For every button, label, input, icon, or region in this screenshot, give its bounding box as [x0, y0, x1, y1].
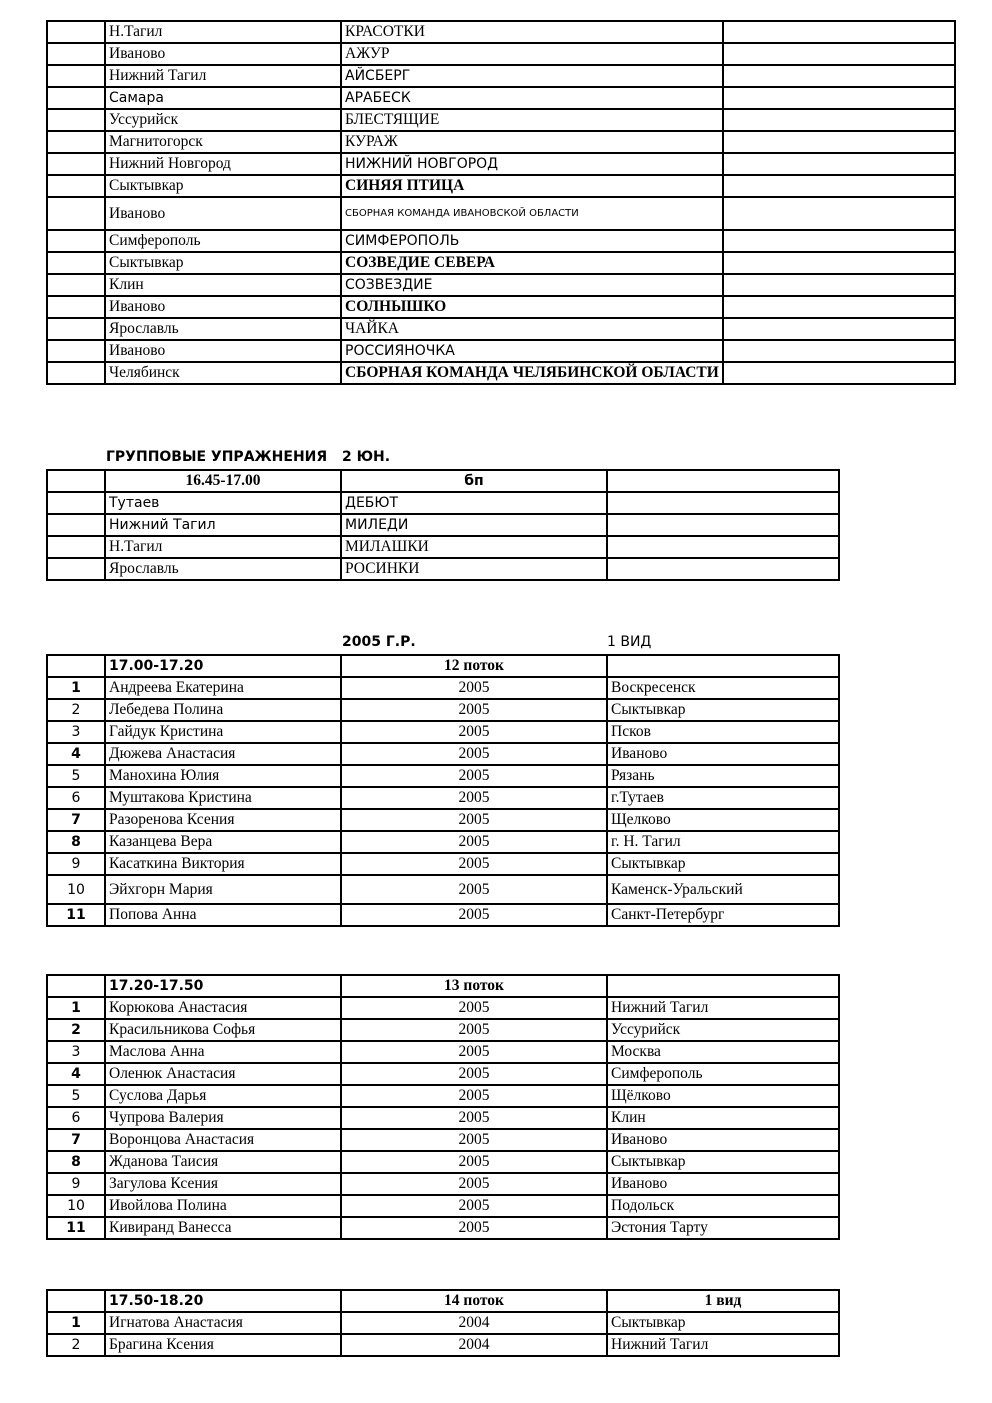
table-row: [47, 875, 839, 904]
city-cell: Нижний Тагил: [105, 514, 341, 536]
team-cell: СОЗВЕЗДИЕ: [341, 274, 723, 296]
birth-year: 2005: [341, 904, 607, 926]
team-cell: ДЕБЮТ: [341, 492, 607, 514]
team-cell: СИНЯЯ ПТИЦА: [341, 175, 723, 197]
city-cell: Клин: [105, 274, 341, 296]
athlete-name: Игнатова Анастасия: [105, 1312, 341, 1334]
table-header-row: [47, 975, 839, 997]
birth-year: 2005: [341, 809, 607, 831]
table-row: [47, 492, 839, 514]
city-cell: Нижний Тагил: [105, 65, 341, 87]
athlete-city: Санкт-Петербург: [607, 904, 839, 926]
city-cell: Магнитогорск: [105, 131, 341, 153]
table-row: [47, 1334, 839, 1356]
athlete-name: Казанцева Вера: [105, 831, 341, 853]
team-cell: МИЛАШКИ: [341, 536, 607, 558]
athlete-city: Симферополь: [607, 1063, 839, 1085]
time-slot: 17.50-18.20: [105, 1290, 341, 1312]
athlete-name: Чупрова Валерия: [105, 1107, 341, 1129]
row-number: 2: [47, 699, 105, 721]
table-row: [47, 87, 955, 109]
row-number: 3: [47, 1041, 105, 1063]
table-row: [47, 904, 839, 926]
flow-12-table: [46, 654, 840, 927]
table-row: [47, 677, 839, 699]
time-slot: 17.00-17.20: [105, 655, 341, 677]
athlete-city: Иваново: [607, 1129, 839, 1151]
table-row: [47, 1063, 839, 1085]
team-cell: РОССИЯНОЧКА: [341, 340, 723, 362]
athlete-city: г. Н. Тагил: [607, 831, 839, 853]
table-row: [47, 558, 839, 580]
row-number: 1: [47, 997, 105, 1019]
city-cell: Челябинск: [105, 362, 341, 384]
athlete-name: Загулова Ксения: [105, 1173, 341, 1195]
table-row: [47, 362, 955, 384]
athlete-city: Иваново: [607, 1173, 839, 1195]
time-slot: 16.45-17.00: [105, 470, 341, 492]
team-cell: МИЛЕДИ: [341, 514, 607, 536]
time-slot: 17.20-17.50: [105, 975, 341, 997]
athlete-city: Щелково: [607, 809, 839, 831]
city-cell: Симферополь: [105, 230, 341, 252]
table-header-row: [47, 1290, 839, 1312]
city-cell: Н.Тагил: [105, 536, 341, 558]
birth-year: 2005: [341, 875, 607, 904]
birth-year: 2005: [341, 1129, 607, 1151]
city-cell: Сыктывкар: [105, 252, 341, 274]
athlete-name: Эйхгорн Мария: [105, 875, 341, 904]
row-number: 4: [47, 1063, 105, 1085]
table-row: [47, 1107, 839, 1129]
row-number: 5: [47, 1085, 105, 1107]
table-header-row: [47, 470, 839, 492]
team-cell: АЖУР: [341, 43, 723, 65]
athlete-name: Дюжева Анастасия: [105, 743, 341, 765]
birth-year: 2005: [341, 677, 607, 699]
athlete-city: Эстония Тарту: [607, 1217, 839, 1239]
city-cell: Иваново: [105, 43, 341, 65]
team-cell: РОСИНКИ: [341, 558, 607, 580]
team-cell: КРАСОТКИ: [341, 21, 723, 43]
athlete-city: Щёлково: [607, 1085, 839, 1107]
row-number: 10: [47, 875, 105, 904]
athlete-name: Маслова Анна: [105, 1041, 341, 1063]
group-table: [46, 469, 840, 581]
athlete-name: Ивойлова Полина: [105, 1195, 341, 1217]
birth-year: 2005: [341, 1173, 607, 1195]
athlete-city: Подольск: [607, 1195, 839, 1217]
team-cell: ЧАЙКА: [341, 318, 723, 340]
birth-year: 2004: [341, 1312, 607, 1334]
birth-year: 2005: [341, 699, 607, 721]
table-row: [47, 853, 839, 875]
row-number: 2: [47, 1019, 105, 1041]
table-row: [47, 109, 955, 131]
city-cell: Иваново: [105, 296, 341, 318]
row-number: 9: [47, 853, 105, 875]
birth-year: 2005: [341, 1217, 607, 1239]
table-row: [47, 43, 955, 65]
row-number: 11: [47, 904, 105, 926]
row-number: 2: [47, 1334, 105, 1356]
athlete-city: Москва: [607, 1041, 839, 1063]
team-cell: АРАБЕСК: [341, 87, 723, 109]
team-cell: СОЗВЕДИЕ СЕВЕРА: [341, 252, 723, 274]
city-cell: Ярославль: [105, 318, 341, 340]
team-cell: СОЛНЫШКО: [341, 296, 723, 318]
table-row: [47, 743, 839, 765]
athlete-name: Красильникова Софья: [105, 1019, 341, 1041]
athlete-name: Оленюк Анастасия: [105, 1063, 341, 1085]
group-section-date: 2 ЮН.: [342, 449, 391, 465]
year-label: 2005 Г.Р.: [342, 634, 416, 650]
table-row: [47, 1019, 839, 1041]
table-row: [47, 197, 955, 230]
birth-year: 2005: [341, 1107, 607, 1129]
athlete-name: Попова Анна: [105, 904, 341, 926]
athlete-name: Андреева Екатерина: [105, 677, 341, 699]
birth-year: 2005: [341, 997, 607, 1019]
birth-year: 2005: [341, 1063, 607, 1085]
athlete-city: Сыктывкар: [607, 853, 839, 875]
athlete-city: Каменск-Уральский: [607, 875, 839, 904]
table-row: [47, 230, 955, 252]
table-row: [47, 699, 839, 721]
birth-year: 2005: [341, 853, 607, 875]
team-cell: СБОРНАЯ КОМАНДА ИВАНОВСКОЙ ОБЛАСТИ: [341, 197, 723, 230]
birth-year: 2005: [341, 1085, 607, 1107]
birth-year: 2005: [341, 831, 607, 853]
table-row: [47, 65, 955, 87]
row-number: 11: [47, 1217, 105, 1239]
athlete-name: Касаткина Виктория: [105, 853, 341, 875]
athlete-name: Манохина Юлия: [105, 765, 341, 787]
row-number: 9: [47, 1173, 105, 1195]
table-row: [47, 536, 839, 558]
flow-label: 12 поток: [341, 655, 607, 677]
table-row: [47, 340, 955, 362]
table-row: [47, 296, 955, 318]
flow-13-table: [46, 974, 840, 1240]
row-number: 7: [47, 809, 105, 831]
athlete-city: Нижний Тагил: [607, 1334, 839, 1356]
athlete-city: Сыктывкар: [607, 1312, 839, 1334]
city-cell: Тутаев: [105, 492, 341, 514]
team-cell: КУРАЖ: [341, 131, 723, 153]
table-row: [47, 514, 839, 536]
athlete-city: Нижний Тагил: [607, 997, 839, 1019]
table-row: [47, 153, 955, 175]
athlete-name: Суслова Дарья: [105, 1085, 341, 1107]
athlete-name: Разоренова Ксения: [105, 809, 341, 831]
table-row: [47, 252, 955, 274]
birth-year: 2005: [341, 1019, 607, 1041]
birth-year: 2005: [341, 721, 607, 743]
birth-year: 2005: [341, 743, 607, 765]
table-row: [47, 1041, 839, 1063]
athlete-city: Рязань: [607, 765, 839, 787]
table-row: [47, 787, 839, 809]
city-cell: Нижний Новгород: [105, 153, 341, 175]
city-cell: Ярославль: [105, 558, 341, 580]
row-number: 1: [47, 677, 105, 699]
teams-table: [46, 20, 956, 385]
birth-year: 2004: [341, 1334, 607, 1356]
athlete-city: Псков: [607, 721, 839, 743]
flow-14-table: [46, 1289, 840, 1357]
table-row: [47, 1085, 839, 1107]
team-cell: БЛЕСТЯЩИЕ: [341, 109, 723, 131]
flow-label: 13 поток: [341, 975, 607, 997]
table-row: [47, 1195, 839, 1217]
athlete-city: Сыктывкар: [607, 1151, 839, 1173]
birth-year: 2005: [341, 1151, 607, 1173]
group-label: бп: [341, 470, 607, 492]
table-row: [47, 997, 839, 1019]
row-number: 8: [47, 831, 105, 853]
athlete-name: Гайдук Кристина: [105, 721, 341, 743]
table-row: [47, 765, 839, 787]
athlete-name: Корюкова Анастасия: [105, 997, 341, 1019]
table-row: [47, 1312, 839, 1334]
row-number: 4: [47, 743, 105, 765]
row-number: 5: [47, 765, 105, 787]
row-number: 7: [47, 1129, 105, 1151]
row-number: 8: [47, 1151, 105, 1173]
team-cell: НИЖНИЙ НОВГОРОД: [341, 153, 723, 175]
athlete-name: Муштакова Кристина: [105, 787, 341, 809]
athlete-city: Иваново: [607, 743, 839, 765]
team-cell: СИМФЕРОПОЛЬ: [341, 230, 723, 252]
athlete-name: Жданова Таисия: [105, 1151, 341, 1173]
table-row: [47, 175, 955, 197]
athlete-name: Брагина Ксения: [105, 1334, 341, 1356]
athlete-city: г.Тутаев: [607, 787, 839, 809]
birth-year: 2005: [341, 765, 607, 787]
athlete-name: Лебедева Полина: [105, 699, 341, 721]
row-number: 3: [47, 721, 105, 743]
table-row: [47, 1129, 839, 1151]
row-number: 6: [47, 787, 105, 809]
table-row: [47, 1151, 839, 1173]
row-number: 6: [47, 1107, 105, 1129]
athlete-name: Воронцова Анастасия: [105, 1129, 341, 1151]
row-number: 10: [47, 1195, 105, 1217]
kind-label: 1 вид: [607, 1290, 839, 1312]
city-cell: Самара: [105, 87, 341, 109]
birth-year: 2005: [341, 1041, 607, 1063]
athlete-city: Воскресенск: [607, 677, 839, 699]
table-header-row: [47, 655, 839, 677]
table-row: [47, 1173, 839, 1195]
city-cell: Н.Тагил: [105, 21, 341, 43]
table-row: [47, 318, 955, 340]
table-row: [47, 831, 839, 853]
city-cell: Сыктывкар: [105, 175, 341, 197]
athlete-city: Клин: [607, 1107, 839, 1129]
athlete-city: Сыктывкар: [607, 699, 839, 721]
birth-year: 2005: [341, 787, 607, 809]
flow-label: 14 поток: [341, 1290, 607, 1312]
table-row: [47, 274, 955, 296]
team-cell: АЙСБЕРГ: [341, 65, 723, 87]
city-cell: Иваново: [105, 197, 341, 230]
table-row: [47, 21, 955, 43]
kind-label: 1 ВИД: [607, 634, 652, 650]
athlete-name: Кивиранд Ванесса: [105, 1217, 341, 1239]
team-cell: СБОРНАЯ КОМАНДА ЧЕЛЯБИНСКОЙ ОБЛАСТИ: [341, 362, 723, 384]
city-cell: Уссурийск: [105, 109, 341, 131]
table-row: [47, 721, 839, 743]
group-section-title: ГРУППОВЫЕ УПРАЖНЕНИЯ: [106, 449, 328, 465]
row-number: 1: [47, 1312, 105, 1334]
athlete-city: Уссурийск: [607, 1019, 839, 1041]
table-row: [47, 1217, 839, 1239]
table-row: [47, 131, 955, 153]
birth-year: 2005: [341, 1195, 607, 1217]
table-row: [47, 809, 839, 831]
city-cell: Иваново: [105, 340, 341, 362]
